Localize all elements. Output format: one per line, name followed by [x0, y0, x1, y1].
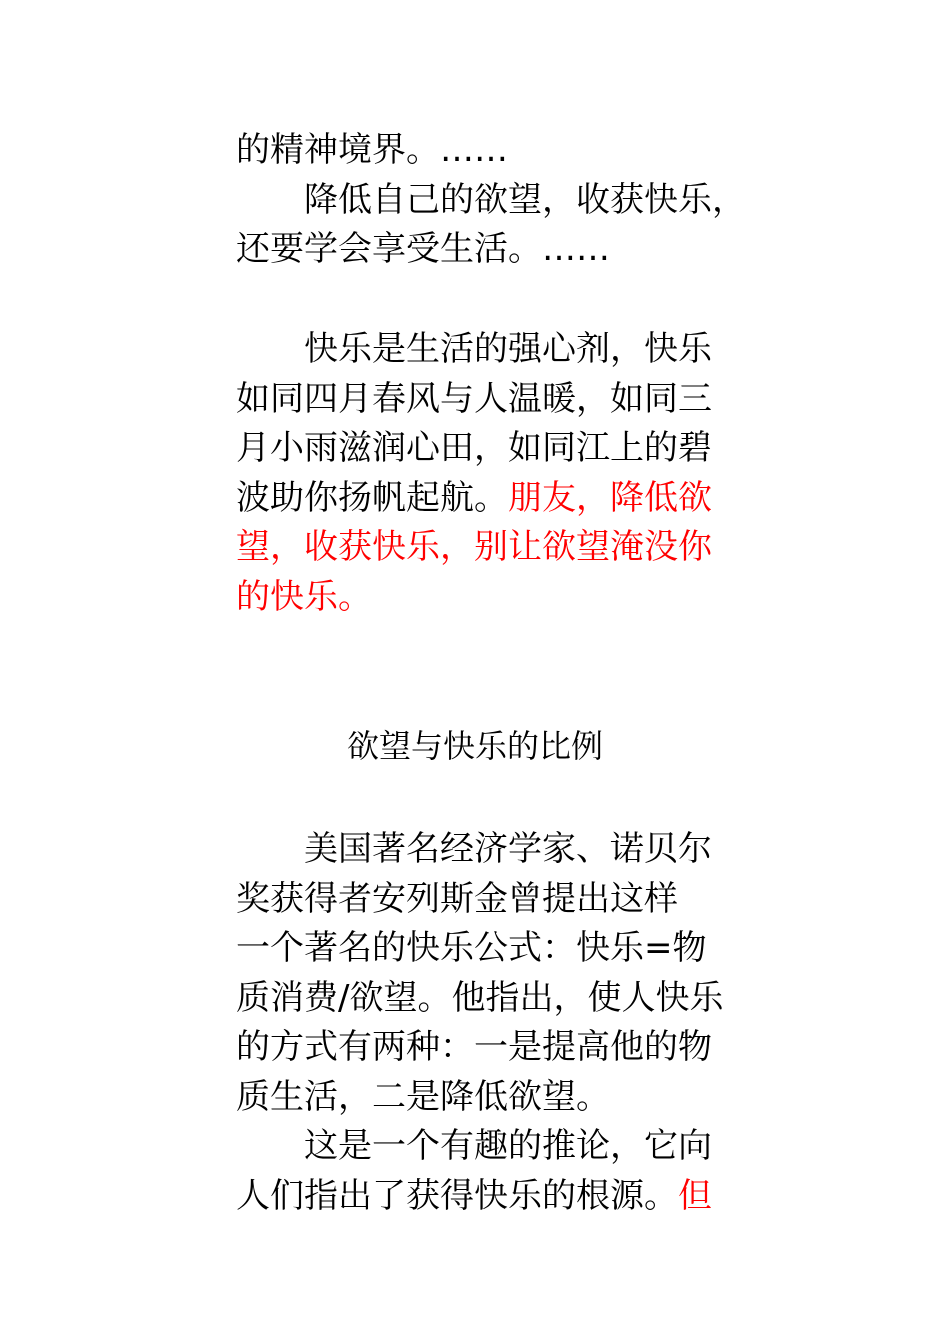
section-heading: 欲望与快乐的比例: [346, 727, 603, 765]
text-line: 一个著名的快乐公式：快乐=物: [236, 928, 707, 968]
text-line: 降低自己的欲望，收获快乐，: [304, 179, 746, 220]
text-segment: 波助你扬帆起航。: [236, 477, 508, 518]
paragraph-happiness-stimulant: [236, 325, 720, 622]
text-line: [236, 1172, 720, 1222]
text-line: 快乐是生活的强心剂，快乐: [304, 329, 712, 369]
highlighted-text: 的快乐。: [236, 576, 372, 617]
paragraph-interesting-inference: [236, 1122, 720, 1221]
text-line: 这是一个有趣的推论，它向: [304, 1126, 712, 1166]
text-segment: 人们指出了获得快乐的根源。: [236, 1175, 678, 1216]
paragraph-happiness-formula: [236, 825, 724, 1122]
text-line: 质生活，二是降低欲望。: [236, 1076, 610, 1117]
text-line: 还要学会享受生活。……: [236, 229, 610, 269]
text-line: 质消费/欲望。他指出，使人快乐: [236, 977, 724, 1018]
text-line: 月小雨滋润心田，如同江上的碧: [236, 428, 712, 468]
text-line: 的方式有两种：一是提高他的物: [236, 1027, 712, 1067]
text-line: 的精神境界。……: [236, 130, 508, 170]
highlighted-text: 朋友，降低欲: [508, 477, 712, 518]
text-line: [236, 474, 720, 524]
text-line: 奖获得者安列斯金曾提出这样: [236, 878, 678, 919]
text-line: 如同四月春风与人温暖，如同三: [236, 378, 712, 419]
highlighted-text: 望，收获快乐，别让欲望淹没你: [236, 527, 712, 567]
highlighted-text: 但: [678, 1175, 712, 1216]
text-line: 美国著名经济学家、诺贝尔: [304, 829, 712, 869]
paragraph-lowering-desire: [236, 126, 746, 275]
